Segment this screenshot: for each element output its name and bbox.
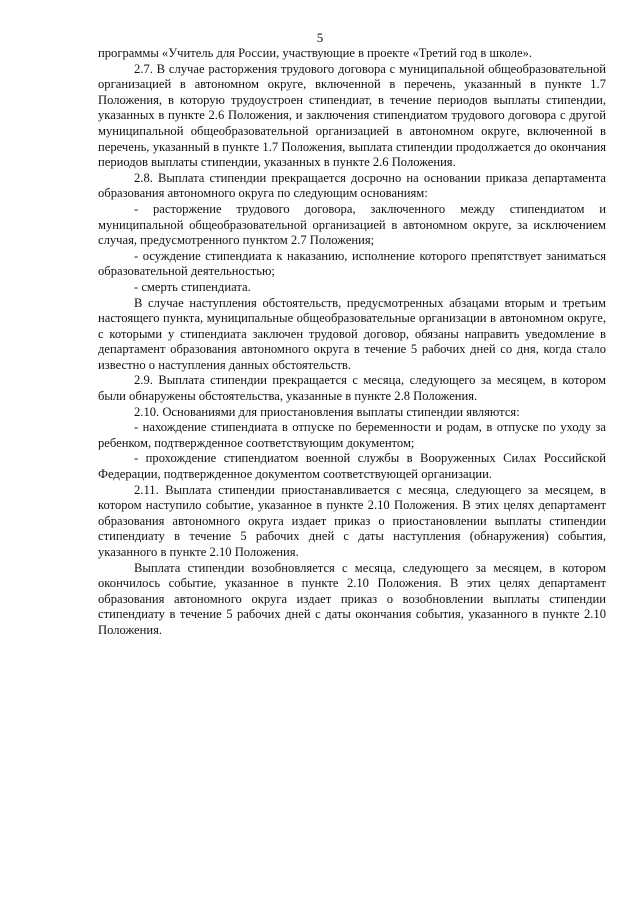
paragraph: 2.9. Выплата стипендии прекращается с месяца, следующего за месяцем, в котором были обнаружены обстоятельства, указанные в пункте 2.8 Положения. [98, 373, 606, 404]
paragraph: - смерть стипендиата. [134, 279, 251, 294]
paragraph: 2.11. Выплата стипендии приостанавливается с месяца, следующего за месяцем, в котором наступило событие, указанное в пункте 2.10 Положения. В этих целях департамент образования автономного округа издает приказ о приостановлении выплаты стипендии стипендиату в течение 5 рабочих дней с даты наступления (обнаружения) события, указанного в пункте 2.10 Положения. [98, 482, 606, 559]
paragraph: программы «Учитель для России, участвующие в проекте «Третий год в школе». [98, 46, 533, 60]
document-body [98, 46, 606, 639]
paragraph: В случае наступления обстоятельств, предусмотренных абзацами вторым и третьим настоящего пункта, муниципальные общеобразовательные организации в автономном округе, с которыми у стипендиата заключен трудовой договор, обязаны направить уведомление в департамент образования автономного округа в течение 5 рабочих дней со дня, когда стало известно о наступления данных обстоятельств. [98, 295, 606, 372]
paragraph: 2.10. Основаниями для приостановления выплаты стипендии являются: [134, 404, 520, 419]
paragraph: - осуждение стипендиата к наказанию, исполнение которого препятствует заниматься образовательной деятельностью; [98, 248, 606, 279]
paragraph: 2.8. Выплата стипендии прекращается досрочно на основании приказа департамента образования автономного округа по следующим основаниям: [98, 170, 606, 201]
paragraph: - нахождение стипендиата в отпуске по беременности и родам, в отпуске по уходу за ребенком, подтвержденное соответствующим документом; [98, 420, 606, 450]
paragraph: Выплата стипендии возобновляется с месяца, следующего за месяцем, в котором окончилось событие, указанное в пункте 2.10 Положения. В этих целях департамент образования автономного округа издает приказ о возобновлении выплаты стипендии стипендиату в течение 5 рабочих дней с даты окончания события, указанного в пункте 2.10 Положения. [98, 560, 606, 637]
paragraph: 2.7. В случае расторжения трудового договора с муниципальной общеобразовательной организацией в автономном округе, включенной в перечень, указанный в пункте 1.7 Положения, в которую трудоустроен стипендиат, в течение периодов выплаты стипендии, указанных в пункте 2.6 Положения, и заключения стипендиатом трудового договора с другой муниципальной общеобразовательной организацией в автономном округе, включенной в перечень, указанный в пункте 1.7 Положения, выплата стипендии продолжается до окончания периодов выплаты стипендии, указанных в пункте 2.6 Положения. [98, 61, 606, 170]
paragraph: - расторжение трудового договора, заключенного между стипендиатом и муниципальной общеобразовательной организацией в автономном округе, за исключением случая, предусмотренного пунктом 2.7 Положения; [98, 201, 606, 248]
paragraph: - прохождение стипендиатом военной службы в Вооруженных Силах Российской Федерации, подтвержденное документом соответствующей организации. [98, 451, 606, 482]
page-number: 5 [316, 30, 324, 45]
